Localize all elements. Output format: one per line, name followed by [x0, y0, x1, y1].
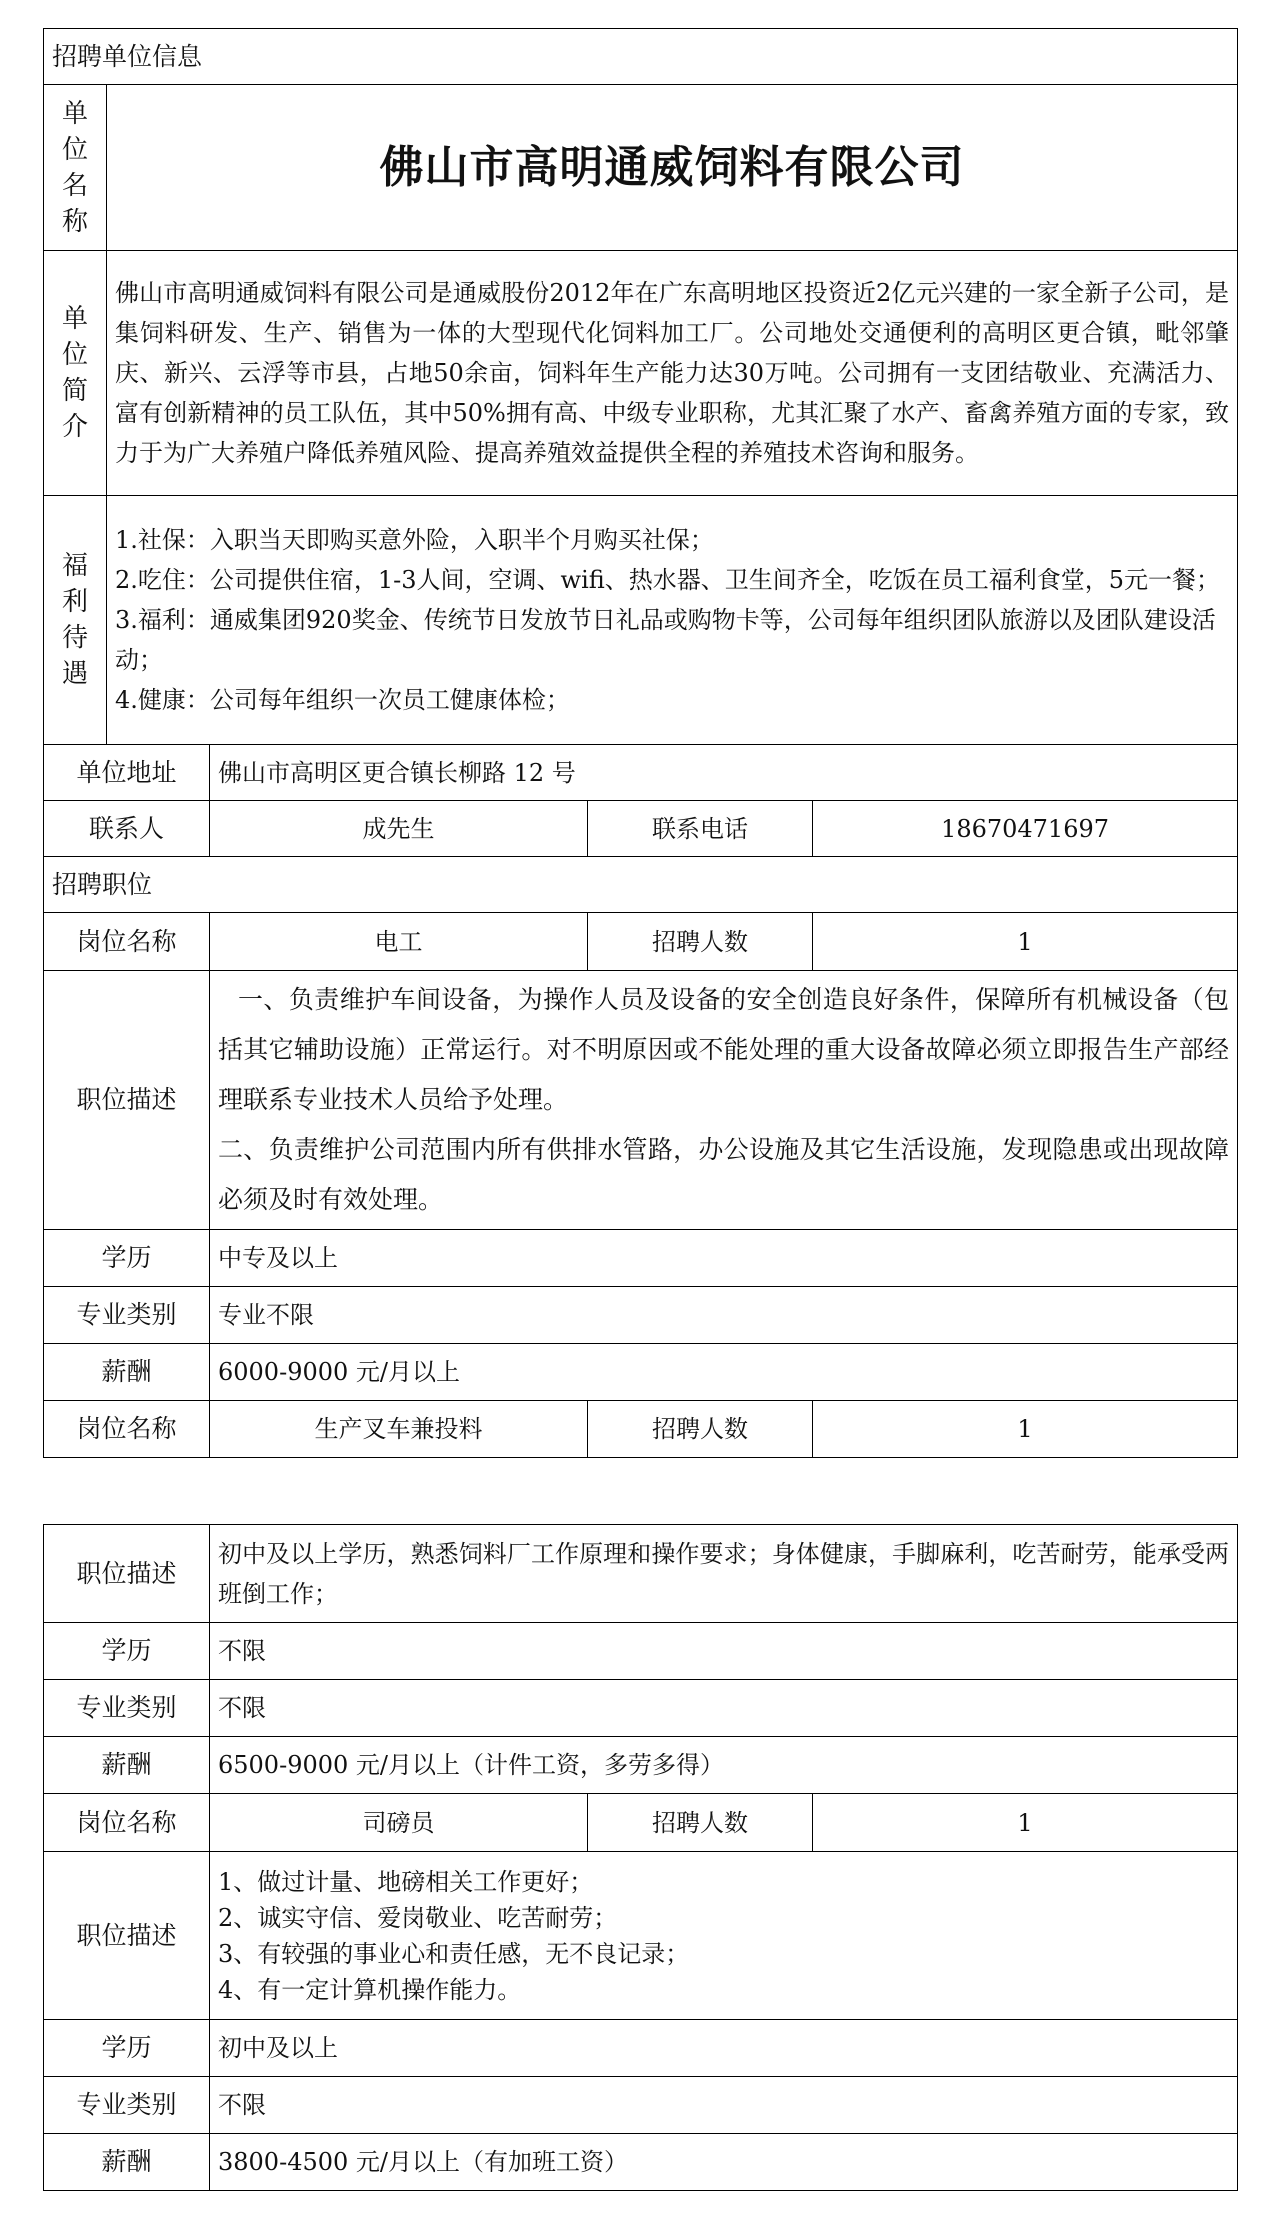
- job-salary: 6500-9000 元/月以上（计件工资，多劳多得）: [210, 1737, 1238, 1794]
- company-name-label: 单 位 名 称: [44, 85, 107, 251]
- welfare-item: 2.吃住：公司提供住宿，1-3人间，空调、wifi、热水器、卫生间齐全，吃饭在员工福利食堂，5元一餐；: [115, 566, 1221, 594]
- job-education: 中专及以上: [210, 1230, 1238, 1287]
- welfare-list: [107, 496, 1238, 745]
- job-name: 生产叉车兼投料: [210, 1401, 588, 1458]
- section-title-positions: 招聘职位: [44, 857, 1238, 913]
- position-label: 岗位名称: [44, 913, 210, 971]
- job-description: 初中及以上学历，熟悉饲料厂工作原理和操作要求；身体健康，手脚麻利，吃苦耐劳，能承受两班倒工作；: [210, 1525, 1238, 1623]
- job-major: 不限: [210, 2077, 1238, 2134]
- recruitment-table-2: [43, 1524, 1238, 2191]
- company-name: 佛山市高明通威饲料有限公司: [107, 85, 1238, 251]
- major-label: 专业类别: [44, 1287, 210, 1344]
- description-paragraph: 一、负责维护车间设备，为操作人员及设备的安全创造良好条件，保障所有机械设备（包括其它辅助设施）正常运行。对不明原因或不能处理的重大设备故障必须立即报告生产部经理联系专业技术人员给予处理。: [218, 985, 1230, 1114]
- description-label: 职位描述: [44, 1852, 210, 2020]
- salary-label: 薪酬: [44, 2134, 210, 2191]
- salary-label: 薪酬: [44, 1344, 210, 1401]
- headcount-label: 招聘人数: [588, 1794, 813, 1852]
- job-headcount: 1: [813, 913, 1238, 971]
- description-label: 职位描述: [44, 1525, 210, 1623]
- description-item: 2、诚实守信、爱岗敬业、吃苦耐劳；: [218, 1903, 618, 1932]
- recruitment-table-1: [43, 28, 1238, 1458]
- job-salary: 3800-4500 元/月以上（有加班工资）: [210, 2134, 1238, 2191]
- phone-label: 联系电话: [588, 801, 813, 857]
- education-label: 学历: [44, 1623, 210, 1680]
- description-item: 3、有较强的事业心和责任感，无不良记录；: [218, 1939, 690, 1968]
- description-item: 1、做过计量、地磅相关工作更好；: [218, 1867, 594, 1896]
- description-paragraph: 二、负责维护公司范围内所有供排水管路，办公设施及其它生活设施，发现隐患或出现故障必须及时有效处理。: [218, 1135, 1230, 1214]
- position-label: 岗位名称: [44, 1401, 210, 1458]
- address-label: 单位地址: [44, 745, 210, 801]
- job-headcount: 1: [813, 1794, 1238, 1852]
- job-education: 初中及以上: [210, 2020, 1238, 2077]
- salary-label: 薪酬: [44, 1737, 210, 1794]
- major-label: 专业类别: [44, 1680, 210, 1737]
- job-salary: 6000-9000 元/月以上: [210, 1344, 1238, 1401]
- position-label: 岗位名称: [44, 1794, 210, 1852]
- job-name: 电工: [210, 913, 588, 971]
- job-description: [210, 1852, 1238, 2020]
- job-description: [210, 971, 1238, 1230]
- company-intro: 佛山市高明通威饲料有限公司是通威股份2012年在广东高明地区投资近2亿元兴建的一家全新子公司，是集饲料研发、生产、销售为一体的大型现代化饲料加工厂。公司地处交通便利的高明区更合镇，毗邻肇庆、新兴、云浮等市县，占地50余亩，饲料年生产能力达30万吨。公司拥有一支团结敬业、充满活力、富有创新精神的员工队伍，其中50%拥有高、中级专业职称，尤其汇聚了水产、畜禽养殖方面的专家，致力于为广大养殖户降低养殖风险、提高养殖效益提供全程的养殖技术咨询和服务。: [107, 251, 1238, 496]
- education-label: 学历: [44, 1230, 210, 1287]
- company-intro-label: 单 位 简 介: [44, 251, 107, 496]
- welfare-item: 1.社保：入职当天即购买意外险，入职半个月购买社保；: [115, 526, 714, 554]
- headcount-label: 招聘人数: [588, 1401, 813, 1458]
- welfare-label: 福 利 待 遇: [44, 496, 107, 745]
- headcount-label: 招聘人数: [588, 913, 813, 971]
- contact-phone: 18670471697: [813, 801, 1238, 857]
- description-label: 职位描述: [44, 971, 210, 1230]
- job-major: 专业不限: [210, 1287, 1238, 1344]
- welfare-item: 4.健康：公司每年组织一次员工健康体检；: [115, 686, 570, 714]
- major-label: 专业类别: [44, 2077, 210, 2134]
- recruitment-sheet-bottom: [43, 1524, 1237, 2191]
- education-label: 学历: [44, 2020, 210, 2077]
- job-education: 不限: [210, 1623, 1238, 1680]
- contact-person: 成先生: [210, 801, 588, 857]
- recruitment-sheet-top: [43, 28, 1237, 1458]
- company-address: 佛山市高明区更合镇长柳路 12 号: [210, 745, 1238, 801]
- job-major: 不限: [210, 1680, 1238, 1737]
- job-headcount: 1: [813, 1401, 1238, 1458]
- description-item: 4、有一定计算机操作能力。: [218, 1975, 522, 2004]
- section-title-employer: 招聘单位信息: [44, 29, 1238, 85]
- job-name: 司磅员: [210, 1794, 588, 1852]
- contact-label: 联系人: [44, 801, 210, 857]
- welfare-item: 3.福利：通威集团920奖金、传统节日发放节日礼品或购物卡等，公司每年组织团队旅游以及团队建设活动；: [115, 606, 1216, 674]
